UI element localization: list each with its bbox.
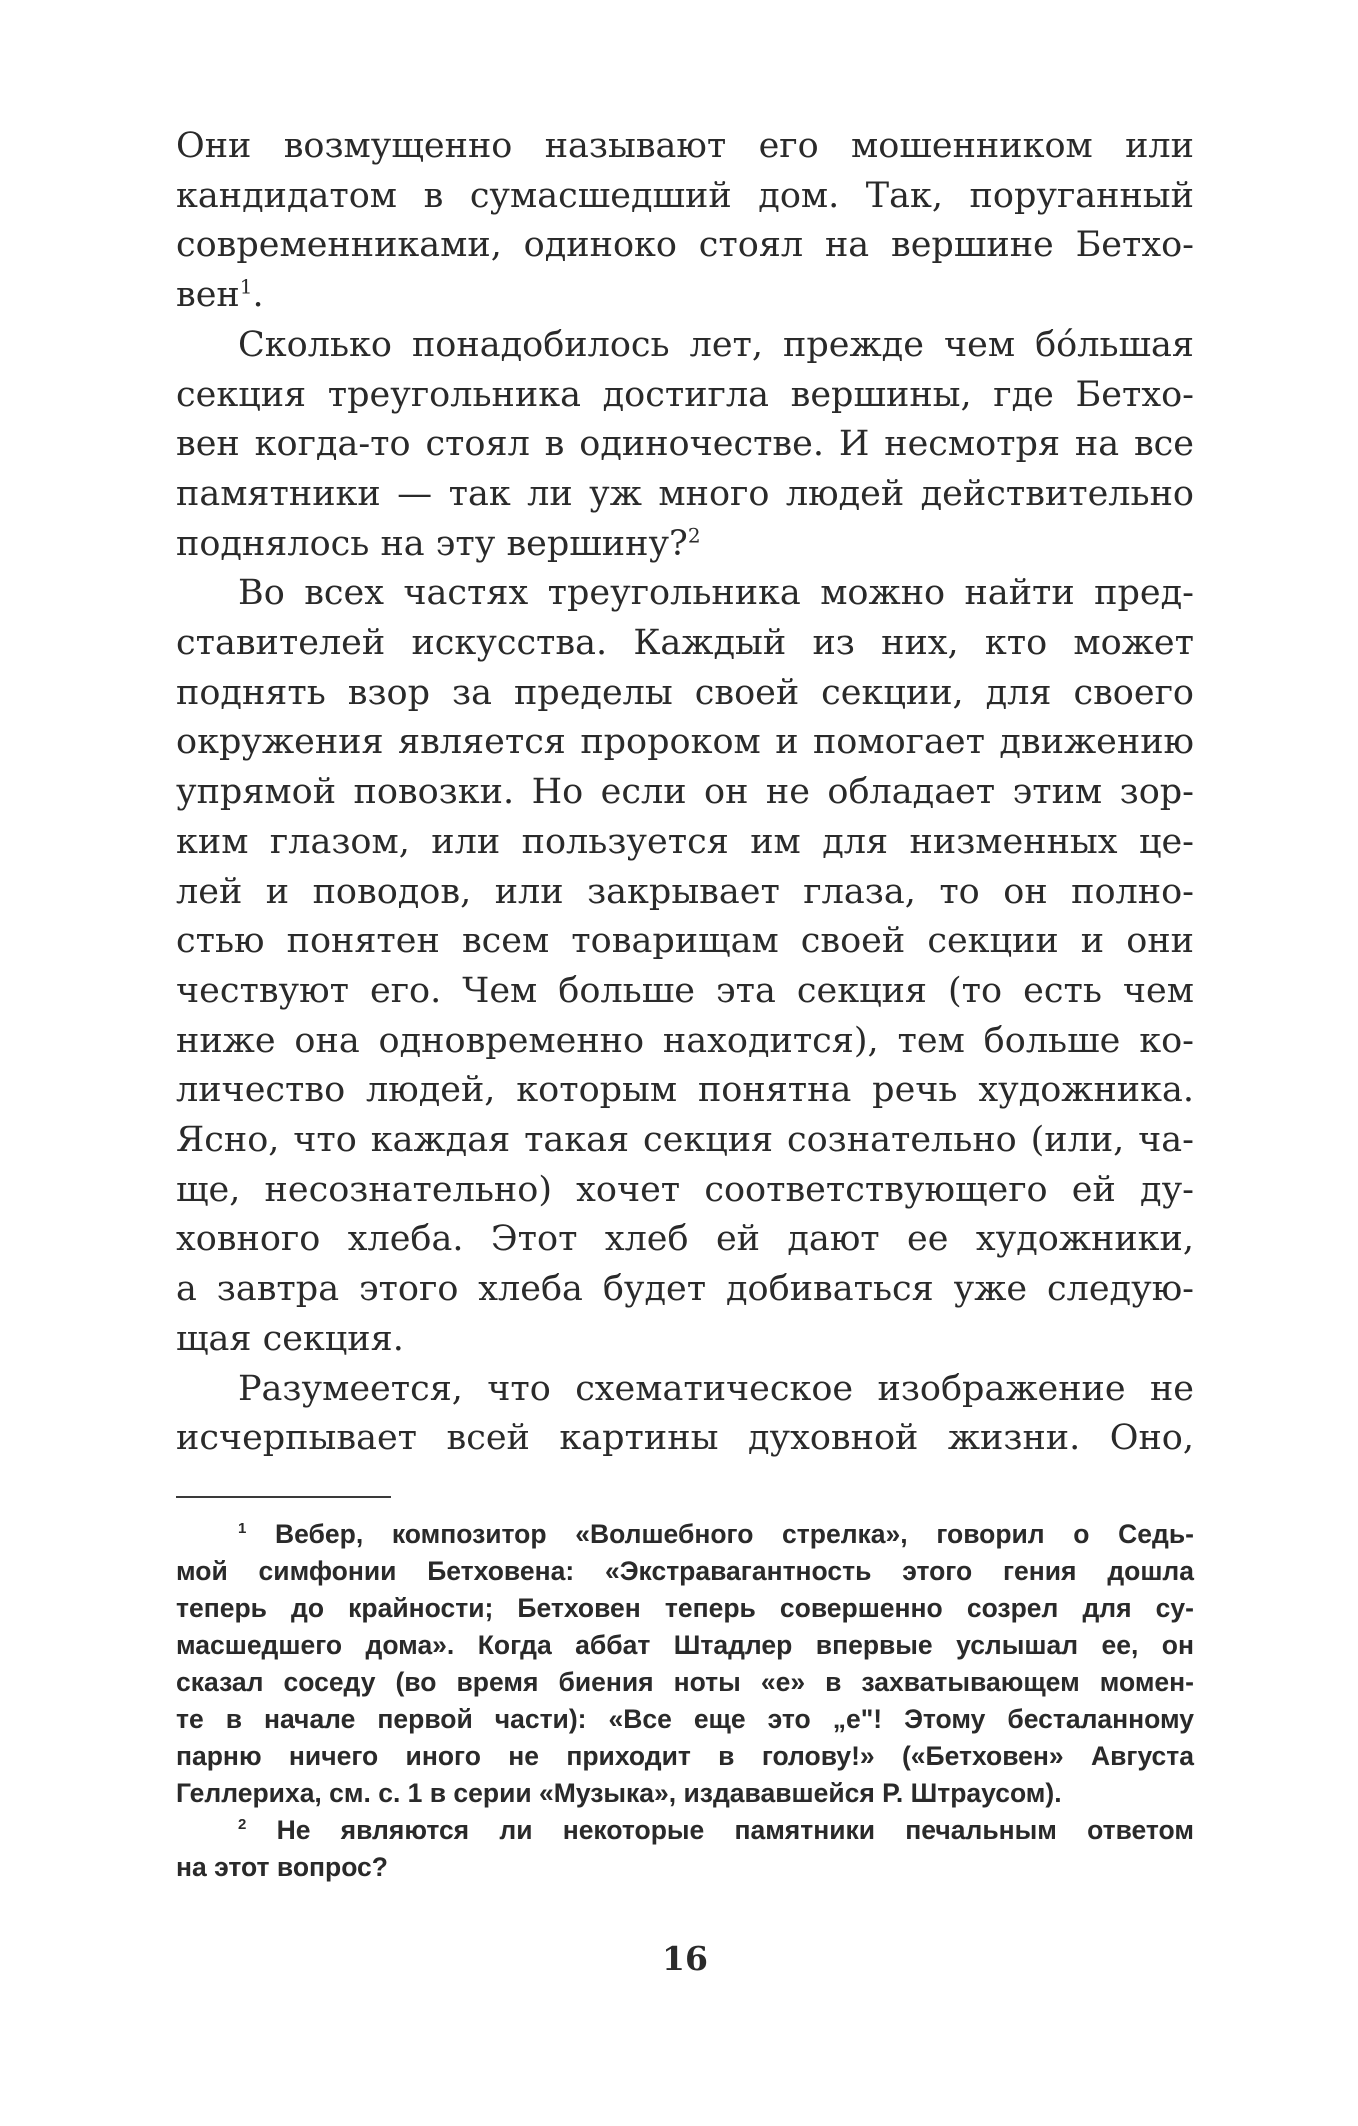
text-line: чествуют его. Чем больше эта секция (то есть чем — [176, 970, 1194, 1011]
footnote-ref-1: 1 — [239, 274, 253, 299]
text-line — [176, 271, 1194, 321]
footnote-line — [176, 1812, 1194, 1849]
footnotes — [176, 1516, 1194, 1886]
text-line: ще, несознательно) хочет соответствующего ей ду- — [176, 1169, 1194, 1210]
footnote-ref-2: 2 — [687, 522, 701, 547]
footnote-line: теперь до крайности; Бетховен теперь совершенно созрел для су- — [176, 1593, 1194, 1623]
text-line: кандидатом в сумасшедший дом. Так, поруганный — [176, 175, 1194, 216]
text-line: памятники — так ли уж много людей действительно — [176, 473, 1194, 514]
text-line: личество людей, которым понятна речь художника. — [176, 1070, 1194, 1111]
footnote-2 — [176, 1812, 1194, 1886]
text-line: упрямой повозки. Но если он не обладает этим зор- — [176, 772, 1194, 813]
footnote-line: Геллериха, см. с. 1 в серии «Музыка», издававшейся Р. Штраусом). — [176, 1778, 1062, 1808]
page-number: 16 — [662, 1939, 708, 1978]
text-line: секция треугольника достигла вершины, где Бетхо- — [176, 374, 1194, 415]
footnote-line — [176, 1516, 1194, 1553]
text-line: Они возмущенно называют его мошенником или — [176, 126, 1194, 166]
text-line: лей и поводов, или закрывает глаза, то он полно- — [176, 871, 1194, 912]
text-fragment: вен — [176, 275, 240, 316]
text-line: ставителей искусства. Каждый из них, кто может — [176, 623, 1194, 664]
text-line: щая секция. — [176, 1318, 404, 1359]
text-line: Сколько понадобилось лет, прежде чем бóльшая — [238, 324, 1194, 365]
book-page — [176, 122, 1194, 1978]
text-line: ховного хлеба. Этот хлеб ей дают ее художники, — [176, 1219, 1194, 1260]
text-line: Ясно, что каждая такая секция сознательно (или, ча- — [176, 1120, 1194, 1161]
footnote-line: те в начале первой части): «Все еще это „е"! Этому бесталанному — [176, 1704, 1194, 1734]
text-line: ким глазом, или пользуется им для низменных це- — [176, 821, 1194, 862]
footnote-1 — [176, 1516, 1194, 1812]
text-line: стью понятен всем товарищам своей секции и они — [176, 921, 1194, 962]
footnote-line: сказал соседу (во время биения ноты «е» в захватывающем момен- — [176, 1667, 1194, 1697]
footnote-separator — [176, 1496, 391, 1498]
text-line: ниже она одновременно находится), тем больше ко- — [176, 1020, 1194, 1061]
footnote-marker: 1 — [238, 1520, 247, 1538]
text-fragment: Вебер, композитор «Волшебного стрелка», говорил о Седь- — [275, 1519, 1194, 1549]
text-line: исчерпывает всей картины духовной жизни. Оно, — [176, 1418, 1194, 1459]
text-fragment: поднялось на эту вершину? — [176, 523, 688, 564]
text-line: вен когда-то стоял в одиночестве. И несмотря на все — [176, 424, 1194, 465]
text-line: Во всех частях треугольника можно найти пред- — [238, 573, 1194, 614]
text-line: поднять взор за пределы своей секции, для своего — [176, 672, 1194, 713]
footnote-marker: 2 — [238, 1816, 247, 1834]
main-text — [176, 122, 1194, 1464]
footnote-line: мой симфонии Бетховена: «Экстравагантность этого гения дошла — [176, 1556, 1194, 1586]
paragraph-1 — [176, 122, 1194, 321]
text-line — [176, 520, 1194, 570]
footnote-line: масшедшего дома». Когда аббат Штадлер впервые услышал ее, он — [176, 1630, 1194, 1660]
text-line: современниками, одиноко стоял на вершине Бетхо- — [176, 225, 1194, 266]
paragraph-2 — [176, 321, 1194, 570]
footnote-line: парню ничего иного не приходит в голову!» («Бетховен» Августа — [176, 1741, 1194, 1771]
text-line: Разумеется, что схематическое изображение не — [238, 1368, 1194, 1409]
paragraph-4 — [176, 1365, 1194, 1464]
text-line: а завтра этого хлеба будет добиваться уже следую- — [176, 1269, 1194, 1310]
footnote-line: на этот вопрос? — [176, 1852, 388, 1882]
paragraph-3 — [176, 569, 1194, 1364]
text-line: окружения является пророком и помогает движению — [176, 722, 1194, 763]
text-fragment: Не являются ли некоторые памятники печальным ответом — [276, 1815, 1194, 1845]
text-fragment: . — [252, 275, 264, 316]
